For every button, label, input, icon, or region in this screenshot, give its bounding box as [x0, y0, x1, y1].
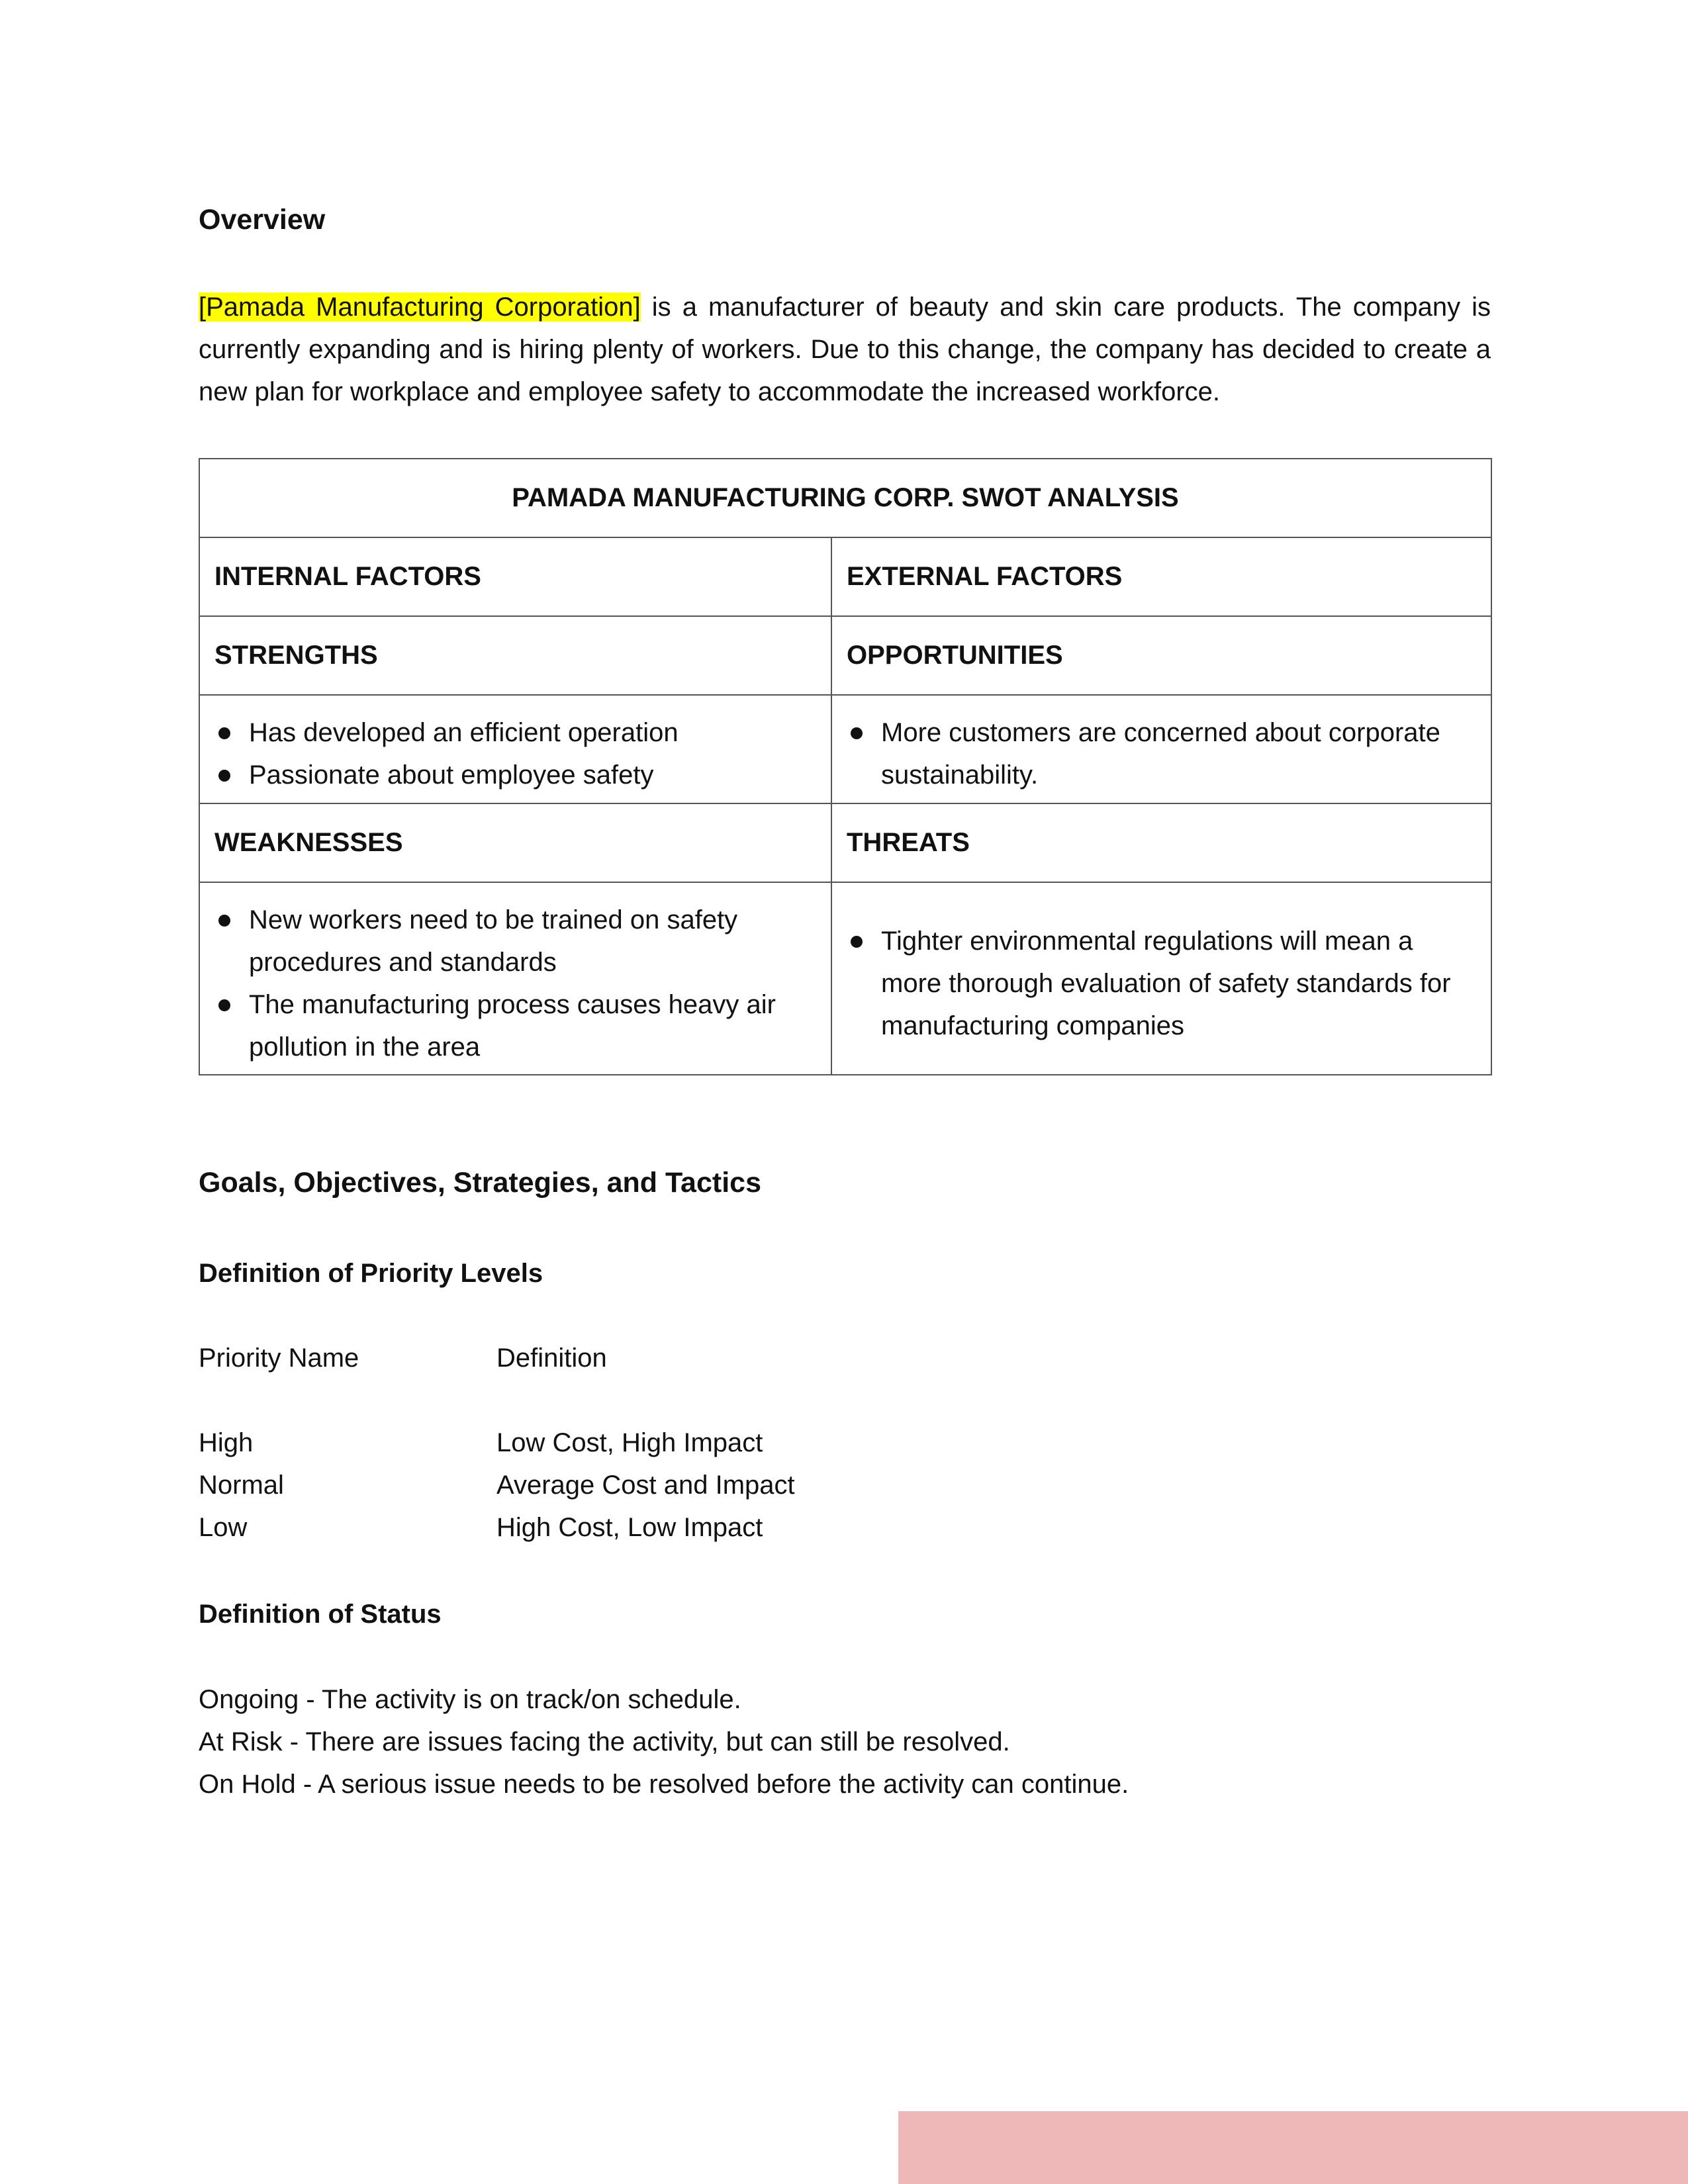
list-item: New workers need to be trained on safety procedures and standards: [214, 899, 816, 983]
footer-accent-block: [898, 2111, 1688, 2184]
weaknesses-list: [214, 889, 816, 1068]
goals-heading: Goals, Objectives, Strategies, and Tactics: [199, 1167, 761, 1199]
priority-definition: High Cost, Low Impact: [496, 1513, 763, 1542]
list-item: More customers are concerned about corporate sustainability.: [847, 711, 1476, 796]
table-row: [199, 1506, 993, 1549]
list-item: Has developed an efficient operation: [214, 711, 816, 754]
definition-column-header: Definition: [496, 1343, 607, 1373]
internal-factors-label: INTERNAL FACTORS: [199, 537, 831, 616]
list-item: The manufacturing process causes heavy air pollution in the area: [214, 983, 816, 1068]
overview-paragraph: [199, 286, 1491, 413]
swot-table: [199, 458, 1492, 1075]
status-heading: Definition of Status: [199, 1600, 442, 1629]
list-item: Ongoing - The activity is on track/on schedule.: [199, 1685, 741, 1714]
priority-name: Low: [199, 1513, 248, 1542]
opportunities-cell: [831, 695, 1491, 803]
opportunities-list: [847, 702, 1476, 796]
priority-name: High: [199, 1428, 254, 1457]
priority-name: Normal: [199, 1471, 284, 1500]
external-factors-label: EXTERNAL FACTORS: [831, 537, 1491, 616]
strengths-label: STRENGTHS: [199, 616, 831, 695]
list-item: On Hold - A serious issue needs to be resolved before the activity can continue.: [199, 1770, 1129, 1799]
table-row: [199, 1422, 993, 1464]
company-name-highlight: [Pamada Manufacturing Corporation]: [199, 293, 641, 322]
overview-text: is a manufacturer of beauty and skin care products. The company is currently expanding and is hiring plenty of workers. Due to this change, the company has decided to create a new plan for workplace and employee safety to accommodate the increased workforce.: [199, 293, 1491, 406]
opportunities-label: OPPORTUNITIES: [831, 616, 1491, 695]
priority-levels-heading: Definition of Priority Levels: [199, 1259, 543, 1288]
threats-label: THREATS: [831, 803, 1491, 882]
strengths-list: [214, 702, 816, 796]
list-item: At Risk - There are issues facing the activity, but can still be resolved.: [199, 1727, 1010, 1756]
priority-name-column-header: Priority Name: [199, 1343, 359, 1373]
threats-list: [847, 911, 1476, 1047]
priority-definition: Average Cost and Impact: [496, 1471, 795, 1500]
strengths-cell: [199, 695, 831, 803]
table-row: [199, 1464, 993, 1506]
weaknesses-cell: [199, 882, 831, 1075]
overview-heading: Overview: [199, 204, 326, 236]
threats-cell: [831, 882, 1491, 1075]
status-list: [199, 1678, 1129, 1805]
priority-table: [199, 1422, 993, 1549]
list-item: Passionate about employee safety: [214, 754, 816, 796]
list-item: Tighter environmental regulations will mean a more thorough evaluation of safety standards for manufacturing companies: [847, 920, 1476, 1047]
weaknesses-label: WEAKNESSES: [199, 803, 831, 882]
priority-definition: Low Cost, High Impact: [496, 1428, 763, 1457]
swot-title: PAMADA MANUFACTURING CORP. SWOT ANALYSIS: [199, 459, 1491, 537]
